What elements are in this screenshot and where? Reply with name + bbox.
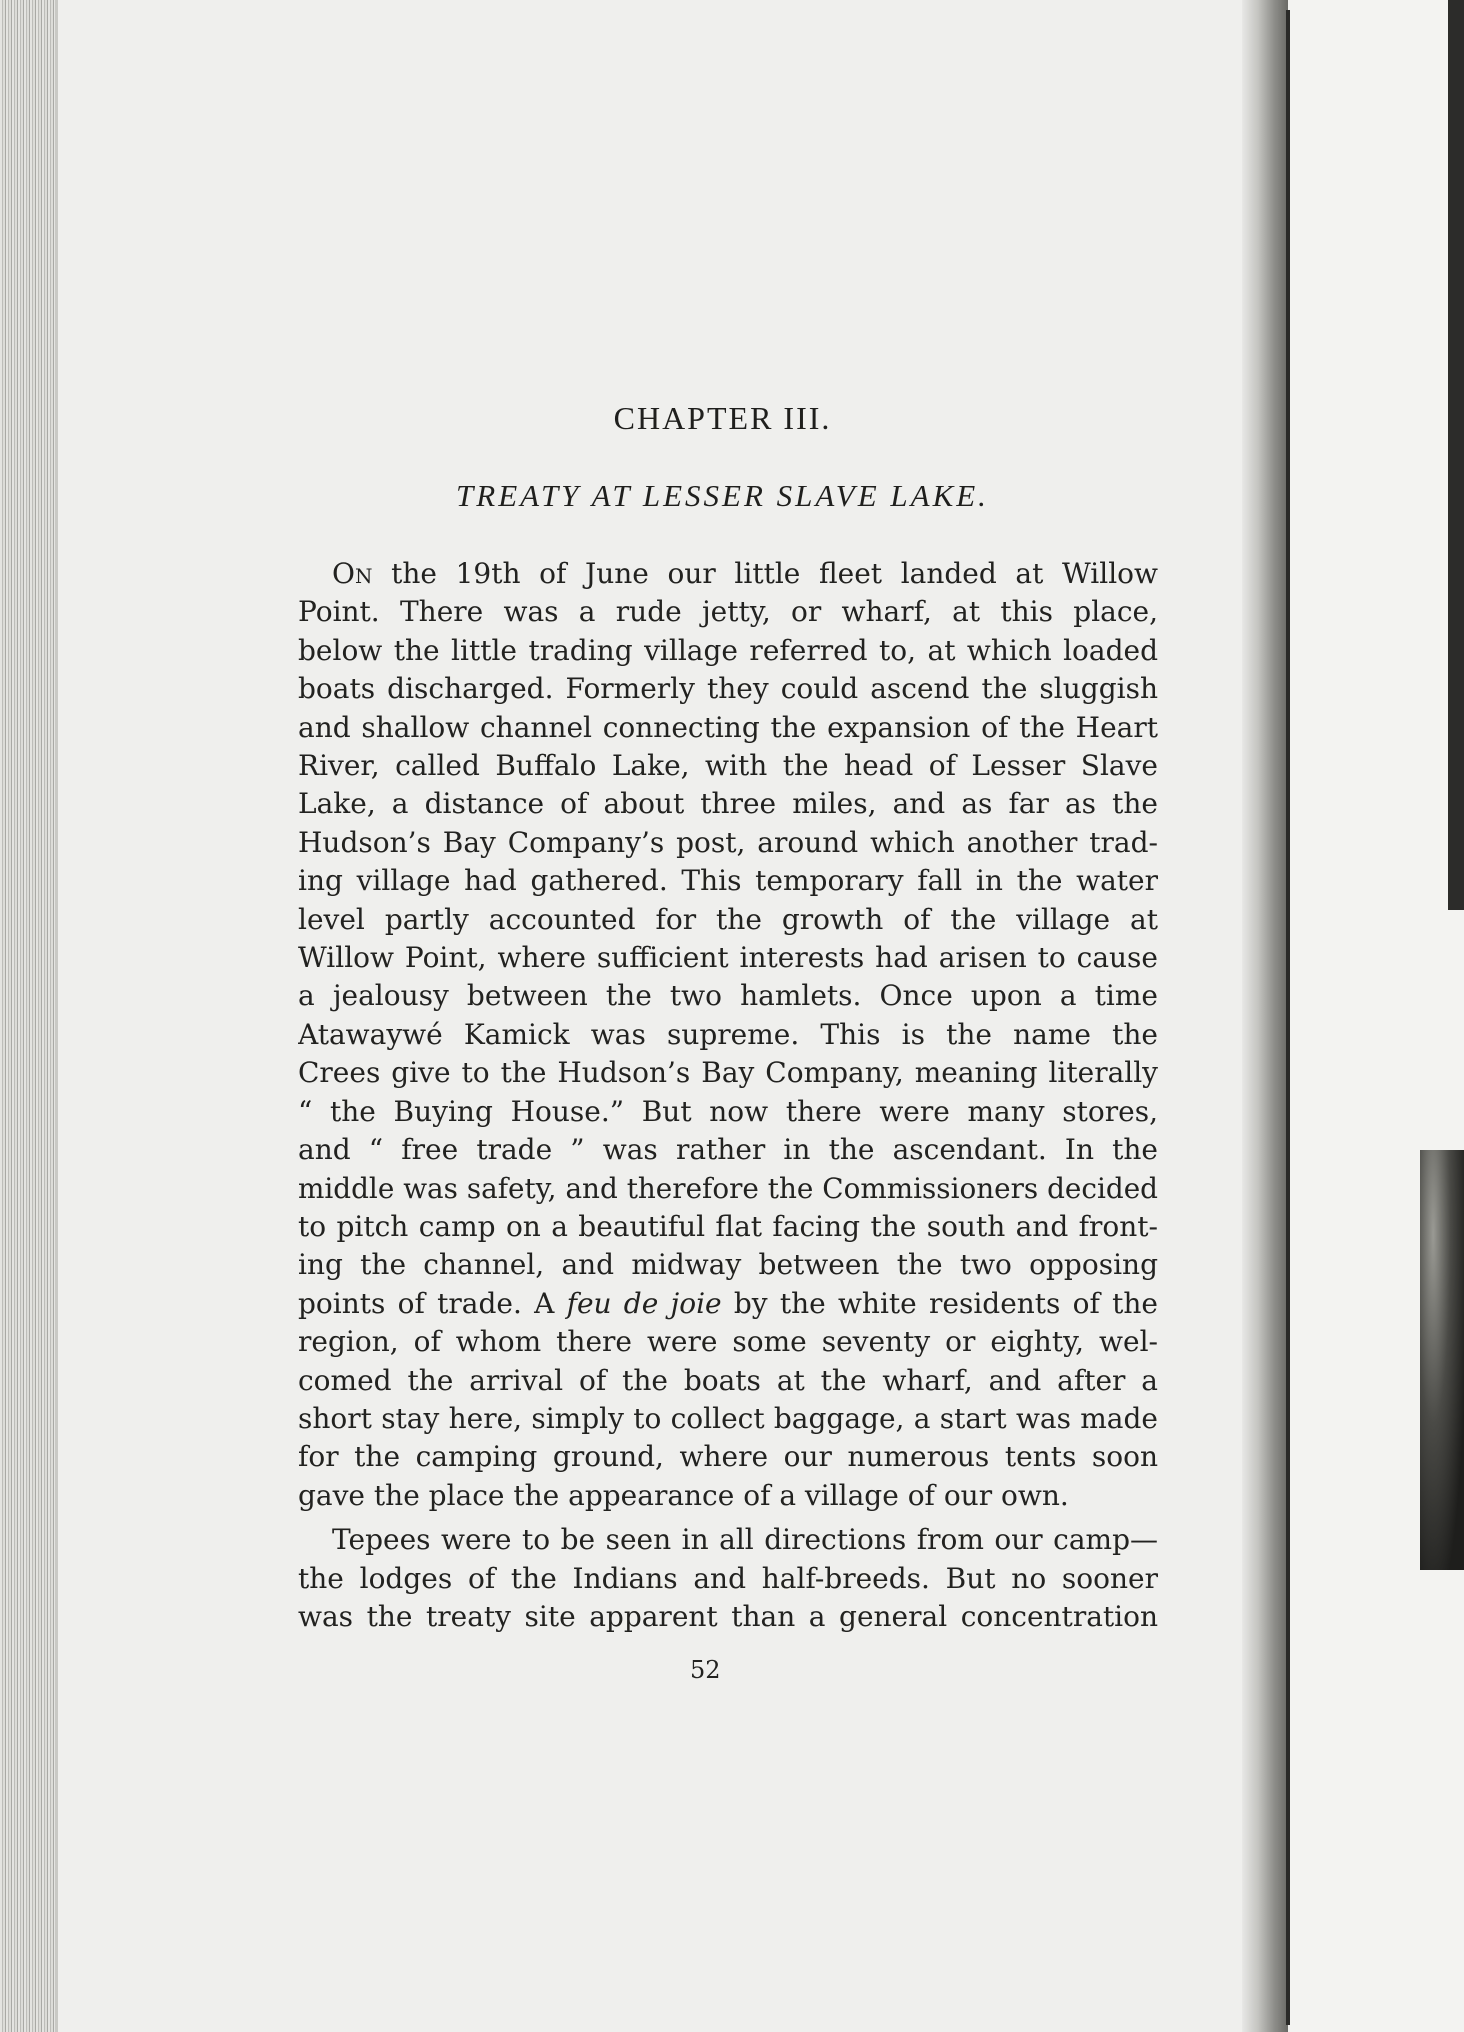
text-line: River, called Buffalo Lake, with the head of Lesser Slave [298, 749, 1158, 783]
drop-word: On [332, 557, 373, 590]
text-line: middle was safety, and therefore the Commissioners decided [298, 1171, 1158, 1205]
text-line: Willow Point, where sufficient interests had arisen to cause [298, 941, 1158, 975]
text-line [298, 555, 1158, 593]
text-line: and “ free trade ” was rather in the ascendant. In the [298, 1133, 1158, 1167]
text-line: gave the place the appearance of a village of our own. [298, 1478, 1069, 1512]
paragraph [298, 1521, 1158, 1636]
text-line: ing village had gathered. This temporary fall in the water [298, 864, 1158, 898]
italic-phrase: feu de joie [566, 1286, 722, 1320]
line-text: by the white residents of the [721, 1286, 1158, 1320]
opposite-page [1290, 0, 1464, 2032]
chapter-title: TREATY AT LESSER SLAVE LAKE. [456, 478, 989, 513]
text-line: region, of whom there were some seventy or eighty, wel- [298, 1325, 1158, 1359]
book-page-edges [0, 0, 58, 2032]
text-line: Crees give to the Hudson’s Bay Company, meaning literally [298, 1056, 1158, 1090]
text-line: for the camping ground, where our numerous tents soon [298, 1440, 1158, 1474]
text-line: the lodges of the Indians and half-breeds. But no sooner [298, 1561, 1158, 1595]
text-line: “ the Buying House.” But now there were many stores, [298, 1094, 1158, 1128]
text-line: Hudson’s Bay Company’s post, around which another trad- [298, 825, 1158, 859]
line-text: points of trade. A [298, 1286, 567, 1320]
page-number: 52 [690, 1656, 721, 1684]
text-line: to pitch camp on a beautiful flat facing the south and front- [298, 1209, 1158, 1243]
text-line: Point. There was a rude jetty, or wharf, at this place, [298, 595, 1158, 629]
text-line: short stay here, simply to collect baggage, a start was made [298, 1401, 1158, 1435]
text-line: comed the arrival of the boats at the wharf, and after a [298, 1363, 1158, 1397]
chapter-number: CHAPTER III. [613, 400, 832, 436]
text-line: was the treaty site apparent than a general concentration [298, 1599, 1158, 1633]
opposite-page-plate-edge [1448, 0, 1464, 910]
text-line: a jealousy between the two hamlets. Once upon a time [298, 979, 1158, 1013]
text-line: and shallow channel connecting the expansion of the Heart [298, 710, 1158, 744]
opposite-page-photo-fragment [1420, 1150, 1464, 1570]
text-line: Atawaywé Kamick was supreme. This is the name the [298, 1017, 1158, 1051]
text-line: below the little trading village referred to, at which loaded [298, 633, 1158, 667]
text-line: Lake, a distance of about three miles, and as far as the [298, 787, 1158, 821]
line-text: the 19th of June our little fleet landed at Willow [372, 557, 1158, 590]
paragraph [298, 555, 1158, 1515]
text-line [298, 1285, 1158, 1323]
body-text [298, 555, 1158, 1636]
text-line: boats discharged. Formerly they could ascend the sluggish [298, 672, 1158, 706]
text-line: Tepees were to be seen in all directions from our camp— [332, 1523, 1158, 1557]
book-gutter [1242, 0, 1288, 2032]
text-line: ing the channel, and midway between the two opposing [298, 1248, 1158, 1282]
text-line: level partly accounted for the growth of the village at [298, 902, 1158, 936]
